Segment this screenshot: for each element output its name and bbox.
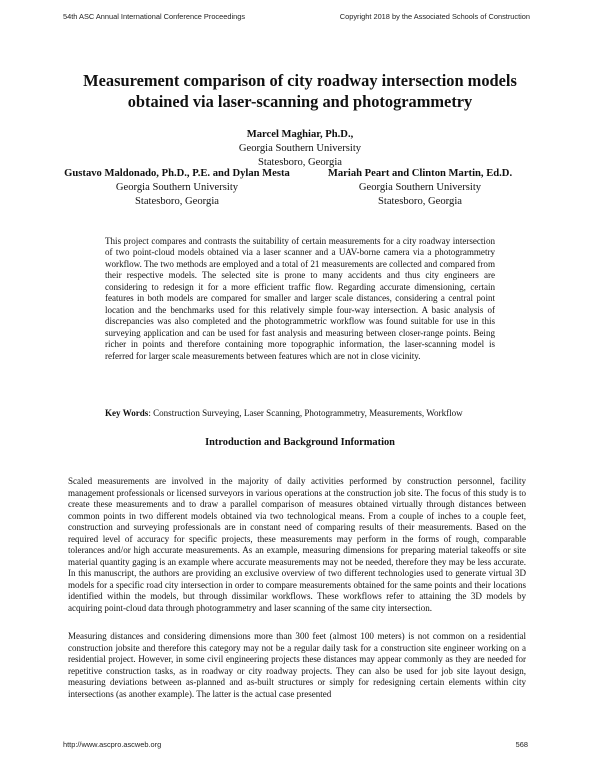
author-name: Marcel Maghiar, Ph.D.,: [246, 129, 354, 140]
author-affiliation: Georgia Southern University: [358, 182, 482, 193]
author-name: Gustavo Maldonado, Ph.D., P.E. and Dylan Mesta: [64, 168, 290, 179]
author-affiliation: Georgia Southern University: [115, 182, 239, 193]
section-heading: Introduction and Background Information: [205, 437, 395, 448]
running-header-right: Copyright 2018 by the Associated Schools of Construction: [339, 12, 530, 21]
author-location: Statesboro, Georgia: [378, 196, 462, 207]
author-block-2: [62, 167, 292, 209]
running-header-left: 54th ASC Annual International Conference Proceedings: [63, 12, 246, 21]
author-name: Mariah Peart and Clinton Martin, Ed.D.: [327, 168, 513, 179]
body-paragraph-2: Measuring distances and considering dimensions more than 300 feet (almost 100 meters) is not common on a residential construction jobsite and therefore this category may not be a regular daily task for a construction site engineer working on a residential project. However, in some civil engineering projects these distances may appear commonly as they are needed for repetitive construction tasks, as in roadway or city roadway projects. They can also be used for job site layout design, measuring deviations between as-planned and as-built structures or simply for redesigning certain elements within city intersections (as another example). The latter is the actual case presented: [68, 631, 526, 699]
author-affiliation: Georgia Southern University: [238, 143, 362, 154]
author-block-3: [300, 167, 540, 209]
author-block-1: [180, 128, 420, 170]
abstract: This project compares and contrasts the suitability of certain measurements for a city roadway intersection of two point-cloud models obtained via a laser scanner and a UAV-borne camera via a photogrammetry workflow. The two methods are employed and a total of 21 measurements are collected and compared from their respective models. The selected site is prone to many accidents and thus city engineers are considering to redesign it for a more efficient traffic flow. Regarding accurate dimensioning, certain features in both models are compared for smaller and larger scale distances, considering a central point location and the benchmarks used for this relatively simple four-way intersection. A basic analysis of discrepancies was also completed and the photogrammetric workflow was found suitable for use in this surveying application and can be used for fast analysis and measuring between closer-range points. Being richer in points and therefore containing more topographic information, the laser-scanning model is referred for larger scale measurements between features which are not in close vicinity.: [105, 236, 495, 361]
keywords-list: : Construction Surveying, Laser Scanning, Photogrammetry, Measurements, Workflow: [148, 408, 463, 418]
body-paragraph-1: Scaled measurements are involved in the majority of daily activities performed by construction personnel, facility management professionals or licensed surveyors in various operations at the construction job site. The focus of this study is to create these measurements and to draw a parallel comparison of measures obtained virtually through distances between common points in two different models obtained via two technological means. From a couple of inches to a couple feet, construction and surveying professionals are in constant need of comparing results of their measurements. Based on the required level of accuracy for specific projects, these measurements may perform in the forms of rough, comparable tolerances and/or high accurate measurements. As an example, measuring dimensions for preparing material takeoffs or site material quantity gaging is an example where accurate measurements may not be needed, therefore they may be less accurate. In this manuscript, the authors are providing an exclusive overview of two different technologies used to generate virtual 3D models for a specific road city intersection in order to compare measurements obtained for the same points and their locations identified within the models, but through dissimilar workflows. These workflows refer to attaining the 3D models by acquiring point-cloud data through photogrammetry and laser scanning of the same city intersection.: [68, 476, 526, 613]
author-location: Statesboro, Georgia: [258, 157, 342, 168]
keywords-label: Key Words: [105, 408, 149, 418]
page-number: 568: [515, 740, 528, 749]
keywords: [105, 408, 495, 419]
footer-url-link[interactable]: http://www.ascpro.ascweb.org: [63, 740, 162, 749]
author-location: Statesboro, Georgia: [135, 196, 219, 207]
paper-title: Measurement comparison of city roadway intersection models obtained via laser-scanning and photogrammetry: [83, 71, 517, 111]
